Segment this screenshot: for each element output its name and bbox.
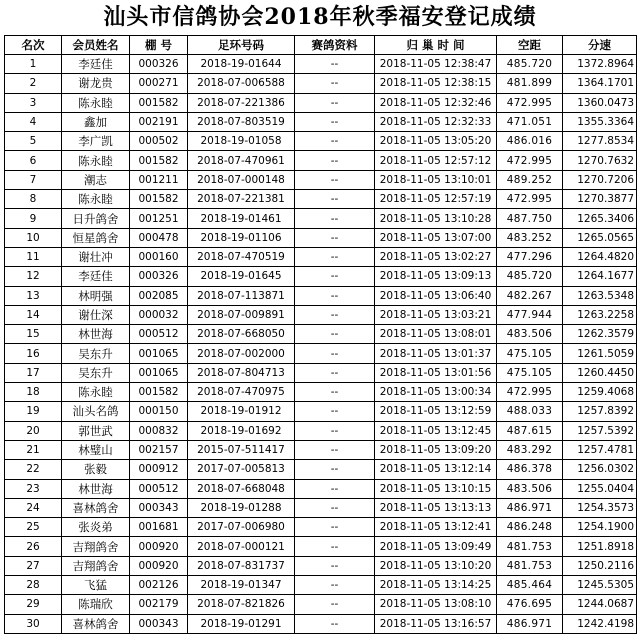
speed-cell: 1265.3406 xyxy=(563,209,637,228)
loft-number-cell: 000160 xyxy=(130,247,188,266)
loft-number-cell: 002191 xyxy=(130,112,188,131)
ring-number-cell: 2017-07-005813 xyxy=(188,460,295,479)
distance-cell: 477.944 xyxy=(497,305,563,324)
table-row xyxy=(5,228,637,247)
member-name-cell: 陈永睦 xyxy=(62,190,130,209)
ring-number-cell: 2018-07-831737 xyxy=(188,556,295,575)
pigeon-info-cell: -- xyxy=(295,537,375,556)
arrival-time-cell: 2018-11-05 13:09:13 xyxy=(375,267,497,286)
distance-cell: 486.378 xyxy=(497,460,563,479)
ring-number-cell: 2018-07-668050 xyxy=(188,325,295,344)
header-pigeon-info: 赛鸽资料 xyxy=(295,36,375,55)
member-name-cell: 汕头名鸽 xyxy=(62,402,130,421)
pigeon-info-cell: -- xyxy=(295,440,375,459)
distance-cell: 472.995 xyxy=(497,151,563,170)
loft-number-cell: 000343 xyxy=(130,614,188,633)
loft-number-cell: 000912 xyxy=(130,460,188,479)
distance-cell: 475.105 xyxy=(497,344,563,363)
member-name-cell: 陈永睦 xyxy=(62,93,130,112)
rank-cell: 30 xyxy=(5,614,62,633)
ring-number-cell: 2017-07-006980 xyxy=(188,518,295,537)
rank-cell: 6 xyxy=(5,151,62,170)
distance-cell: 477.296 xyxy=(497,247,563,266)
loft-number-cell: 000512 xyxy=(130,325,188,344)
pigeon-info-cell: -- xyxy=(295,93,375,112)
ring-number-cell: 2018-07-000148 xyxy=(188,170,295,189)
pigeon-info-cell: -- xyxy=(295,556,375,575)
arrival-time-cell: 2018-11-05 13:00:34 xyxy=(375,383,497,402)
arrival-time-cell: 2018-11-05 13:12:41 xyxy=(375,518,497,537)
loft-number-cell: 001582 xyxy=(130,190,188,209)
header-rank: 名次 xyxy=(5,36,62,55)
arrival-time-cell: 2018-11-05 13:08:10 xyxy=(375,595,497,614)
speed-cell: 1270.3877 xyxy=(563,190,637,209)
pigeon-info-cell: -- xyxy=(295,576,375,595)
distance-cell: 486.248 xyxy=(497,518,563,537)
arrival-time-cell: 2018-11-05 13:08:01 xyxy=(375,325,497,344)
table-row xyxy=(5,402,637,421)
table-row xyxy=(5,286,637,305)
table-row xyxy=(5,74,637,93)
rank-cell: 13 xyxy=(5,286,62,305)
arrival-time-cell: 2018-11-05 13:14:25 xyxy=(375,576,497,595)
pigeon-info-cell: -- xyxy=(295,460,375,479)
table-row xyxy=(5,151,637,170)
arrival-time-cell: 2018-11-05 13:16:57 xyxy=(375,614,497,633)
rank-cell: 10 xyxy=(5,228,62,247)
header-loft-number: 棚 号 xyxy=(130,36,188,55)
rank-cell: 24 xyxy=(5,498,62,517)
table-row xyxy=(5,595,637,614)
rank-cell: 4 xyxy=(5,112,62,131)
distance-cell: 483.506 xyxy=(497,479,563,498)
distance-cell: 486.971 xyxy=(497,614,563,633)
ring-number-cell: 2018-19-01106 xyxy=(188,228,295,247)
arrival-time-cell: 2018-11-05 13:02:27 xyxy=(375,247,497,266)
speed-cell: 1364.1701 xyxy=(563,74,637,93)
arrival-time-cell: 2018-11-05 13:09:20 xyxy=(375,440,497,459)
distance-cell: 489.252 xyxy=(497,170,563,189)
member-name-cell: 吴东升 xyxy=(62,344,130,363)
arrival-time-cell: 2018-11-05 13:01:56 xyxy=(375,363,497,382)
table-row xyxy=(5,325,637,344)
member-name-cell: 恒星鸽舍 xyxy=(62,228,130,247)
table-row xyxy=(5,112,637,131)
loft-number-cell: 000832 xyxy=(130,421,188,440)
member-name-cell: 日升鸽舍 xyxy=(62,209,130,228)
table-row xyxy=(5,498,637,517)
loft-number-cell: 000920 xyxy=(130,537,188,556)
rank-cell: 12 xyxy=(5,267,62,286)
loft-number-cell: 002157 xyxy=(130,440,188,459)
loft-number-cell: 002179 xyxy=(130,595,188,614)
member-name-cell: 喜林鸽舍 xyxy=(62,614,130,633)
member-name-cell: 谢壮冲 xyxy=(62,247,130,266)
member-name-cell: 飞猛 xyxy=(62,576,130,595)
page-title: 汕头市信鸽协会2018年秋季福安登记成绩 xyxy=(103,4,537,30)
arrival-time-cell: 2018-11-05 13:10:28 xyxy=(375,209,497,228)
speed-cell: 1245.5305 xyxy=(563,576,637,595)
ring-number-cell: 2018-07-470519 xyxy=(188,247,295,266)
table-row xyxy=(5,132,637,151)
table-row xyxy=(5,440,637,459)
arrival-time-cell: 2018-11-05 13:09:49 xyxy=(375,537,497,556)
distance-cell: 472.995 xyxy=(497,190,563,209)
distance-cell: 483.252 xyxy=(497,228,563,247)
loft-number-cell: 001582 xyxy=(130,383,188,402)
table-row xyxy=(5,209,637,228)
speed-cell: 1355.3364 xyxy=(563,112,637,131)
ring-number-cell: 2018-07-002000 xyxy=(188,344,295,363)
ring-number-cell: 2018-07-009891 xyxy=(188,305,295,324)
pigeon-info-cell: -- xyxy=(295,363,375,382)
speed-cell: 1360.0473 xyxy=(563,93,637,112)
distance-cell: 485.720 xyxy=(497,267,563,286)
header-speed: 分速 xyxy=(563,36,637,55)
speed-cell: 1261.5059 xyxy=(563,344,637,363)
header-member-name: 会员姓名 xyxy=(62,36,130,55)
distance-cell: 487.615 xyxy=(497,421,563,440)
pigeon-info-cell: -- xyxy=(295,595,375,614)
speed-cell: 1264.1677 xyxy=(563,267,637,286)
table-row xyxy=(5,614,637,633)
arrival-time-cell: 2018-11-05 12:57:12 xyxy=(375,151,497,170)
pigeon-info-cell: -- xyxy=(295,267,375,286)
table-row xyxy=(5,93,637,112)
distance-cell: 487.750 xyxy=(497,209,563,228)
ring-number-cell: 2018-07-804713 xyxy=(188,363,295,382)
loft-number-cell: 000502 xyxy=(130,132,188,151)
arrival-time-cell: 2018-11-05 13:10:20 xyxy=(375,556,497,575)
speed-cell: 1256.0302 xyxy=(563,460,637,479)
arrival-time-cell: 2018-11-05 13:10:15 xyxy=(375,479,497,498)
member-name-cell: 谢龙贵 xyxy=(62,74,130,93)
ring-number-cell: 2018-07-668048 xyxy=(188,479,295,498)
distance-cell: 481.753 xyxy=(497,556,563,575)
table-row xyxy=(5,576,637,595)
speed-cell: 1257.4781 xyxy=(563,440,637,459)
speed-cell: 1251.8918 xyxy=(563,537,637,556)
pigeon-info-cell: -- xyxy=(295,286,375,305)
speed-cell: 1259.4068 xyxy=(563,383,637,402)
member-name-cell: 林璧山 xyxy=(62,440,130,459)
member-name-cell: 林世海 xyxy=(62,479,130,498)
rank-cell: 1 xyxy=(5,55,62,74)
table-row xyxy=(5,556,637,575)
pigeon-info-cell: -- xyxy=(295,170,375,189)
member-name-cell: 张毅 xyxy=(62,460,130,479)
ring-number-cell: 2018-19-01645 xyxy=(188,267,295,286)
arrival-time-cell: 2018-11-05 13:05:20 xyxy=(375,132,497,151)
rank-cell: 8 xyxy=(5,190,62,209)
member-name-cell: 陈永睦 xyxy=(62,383,130,402)
member-name-cell: 喜林鸽舍 xyxy=(62,498,130,517)
table-row xyxy=(5,55,637,74)
distance-cell: 486.016 xyxy=(497,132,563,151)
pigeon-info-cell: -- xyxy=(295,344,375,363)
loft-number-cell: 002126 xyxy=(130,576,188,595)
speed-cell: 1263.2258 xyxy=(563,305,637,324)
ring-number-cell: 2018-07-113871 xyxy=(188,286,295,305)
pigeon-info-cell: -- xyxy=(295,55,375,74)
distance-cell: 488.033 xyxy=(497,402,563,421)
speed-cell: 1263.5348 xyxy=(563,286,637,305)
arrival-time-cell: 2018-11-05 13:03:21 xyxy=(375,305,497,324)
pigeon-info-cell: -- xyxy=(295,132,375,151)
distance-cell: 481.753 xyxy=(497,537,563,556)
distance-cell: 485.720 xyxy=(497,55,563,74)
loft-number-cell: 000920 xyxy=(130,556,188,575)
member-name-cell: 李廷佳 xyxy=(62,267,130,286)
distance-cell: 472.995 xyxy=(497,93,563,112)
speed-cell: 1277.8534 xyxy=(563,132,637,151)
member-name-cell: 林明强 xyxy=(62,286,130,305)
member-name-cell: 谢仕深 xyxy=(62,305,130,324)
ring-number-cell: 2018-19-01692 xyxy=(188,421,295,440)
rank-cell: 15 xyxy=(5,325,62,344)
loft-number-cell: 000478 xyxy=(130,228,188,247)
pigeon-info-cell: -- xyxy=(295,421,375,440)
speed-cell: 1265.0565 xyxy=(563,228,637,247)
member-name-cell: 吉翔鸽舍 xyxy=(62,556,130,575)
rank-cell: 3 xyxy=(5,93,62,112)
loft-number-cell: 000326 xyxy=(130,267,188,286)
table-row xyxy=(5,383,637,402)
rank-cell: 28 xyxy=(5,576,62,595)
rank-cell: 27 xyxy=(5,556,62,575)
table-row xyxy=(5,421,637,440)
ring-number-cell: 2018-19-01347 xyxy=(188,576,295,595)
ring-number-cell: 2018-19-01912 xyxy=(188,402,295,421)
header-ring-number: 足环号码 xyxy=(188,36,295,55)
loft-number-cell: 001251 xyxy=(130,209,188,228)
distance-cell: 476.695 xyxy=(497,595,563,614)
arrival-time-cell: 2018-11-05 12:38:47 xyxy=(375,55,497,74)
arrival-time-cell: 2018-11-05 13:06:40 xyxy=(375,286,497,305)
member-name-cell: 李广凯 xyxy=(62,132,130,151)
arrival-time-cell: 2018-11-05 13:10:01 xyxy=(375,170,497,189)
distance-cell: 475.105 xyxy=(497,363,563,382)
arrival-time-cell: 2018-11-05 13:12:14 xyxy=(375,460,497,479)
distance-cell: 483.506 xyxy=(497,325,563,344)
rank-cell: 17 xyxy=(5,363,62,382)
speed-cell: 1242.4198 xyxy=(563,614,637,633)
speed-cell: 1270.7206 xyxy=(563,170,637,189)
rank-cell: 11 xyxy=(5,247,62,266)
loft-number-cell: 001065 xyxy=(130,344,188,363)
distance-cell: 471.051 xyxy=(497,112,563,131)
table-row xyxy=(5,190,637,209)
header-arrival-time: 归 巢 时 间 xyxy=(375,36,497,55)
table-row xyxy=(5,170,637,189)
loft-number-cell: 001681 xyxy=(130,518,188,537)
table-row xyxy=(5,460,637,479)
pigeon-info-cell: -- xyxy=(295,151,375,170)
header-distance: 空距 xyxy=(497,36,563,55)
rank-cell: 26 xyxy=(5,537,62,556)
loft-number-cell: 001582 xyxy=(130,151,188,170)
speed-cell: 1255.0404 xyxy=(563,479,637,498)
table-row xyxy=(5,247,637,266)
ring-number-cell: 2018-07-221381 xyxy=(188,190,295,209)
ring-number-cell: 2018-19-01461 xyxy=(188,209,295,228)
rank-cell: 29 xyxy=(5,595,62,614)
speed-cell: 1244.0687 xyxy=(563,595,637,614)
rank-cell: 18 xyxy=(5,383,62,402)
member-name-cell: 吴东升 xyxy=(62,363,130,382)
ring-number-cell: 2018-07-803519 xyxy=(188,112,295,131)
speed-cell: 1264.4820 xyxy=(563,247,637,266)
table-row xyxy=(5,344,637,363)
pigeon-info-cell: -- xyxy=(295,112,375,131)
member-name-cell: 陈永睦 xyxy=(62,151,130,170)
speed-cell: 1270.7632 xyxy=(563,151,637,170)
distance-cell: 481.899 xyxy=(497,74,563,93)
pigeon-info-cell: -- xyxy=(295,518,375,537)
loft-number-cell: 000512 xyxy=(130,479,188,498)
distance-cell: 486.971 xyxy=(497,498,563,517)
pigeon-info-cell: -- xyxy=(295,383,375,402)
member-name-cell: 李廷佳 xyxy=(62,55,130,74)
rank-cell: 22 xyxy=(5,460,62,479)
rank-cell: 23 xyxy=(5,479,62,498)
pigeon-info-cell: -- xyxy=(295,228,375,247)
loft-number-cell: 001582 xyxy=(130,93,188,112)
rank-cell: 14 xyxy=(5,305,62,324)
distance-cell: 483.292 xyxy=(497,440,563,459)
member-name-cell: 鑫加 xyxy=(62,112,130,131)
ring-number-cell: 2018-19-01058 xyxy=(188,132,295,151)
speed-cell: 1260.4450 xyxy=(563,363,637,382)
ring-number-cell: 2018-19-01288 xyxy=(188,498,295,517)
speed-cell: 1257.5392 xyxy=(563,421,637,440)
ring-number-cell: 2018-07-821826 xyxy=(188,595,295,614)
member-name-cell: 吉翔鸽舍 xyxy=(62,537,130,556)
pigeon-info-cell: -- xyxy=(295,498,375,517)
ring-number-cell: 2018-07-470975 xyxy=(188,383,295,402)
speed-cell: 1372.8964 xyxy=(563,55,637,74)
ring-number-cell: 2018-19-01644 xyxy=(188,55,295,74)
rank-cell: 19 xyxy=(5,402,62,421)
pigeon-info-cell: -- xyxy=(295,247,375,266)
arrival-time-cell: 2018-11-05 12:32:46 xyxy=(375,93,497,112)
rank-cell: 5 xyxy=(5,132,62,151)
loft-number-cell: 001211 xyxy=(130,170,188,189)
table-row xyxy=(5,479,637,498)
rank-cell: 7 xyxy=(5,170,62,189)
member-name-cell: 林世海 xyxy=(62,325,130,344)
pigeon-info-cell: -- xyxy=(295,305,375,324)
speed-cell: 1254.3573 xyxy=(563,498,637,517)
distance-cell: 485.464 xyxy=(497,576,563,595)
loft-number-cell: 002085 xyxy=(130,286,188,305)
rank-cell: 16 xyxy=(5,344,62,363)
pigeon-info-cell: -- xyxy=(295,325,375,344)
arrival-time-cell: 2018-11-05 13:12:59 xyxy=(375,402,497,421)
ring-number-cell: 2018-07-006588 xyxy=(188,74,295,93)
loft-number-cell: 000326 xyxy=(130,55,188,74)
ring-number-cell: 2018-07-000121 xyxy=(188,537,295,556)
table-header-row xyxy=(5,36,637,55)
loft-number-cell: 000343 xyxy=(130,498,188,517)
pigeon-info-cell: -- xyxy=(295,74,375,93)
pigeon-info-cell: -- xyxy=(295,209,375,228)
pigeon-info-cell: -- xyxy=(295,190,375,209)
ring-number-cell: 2015-07-511417 xyxy=(188,440,295,459)
pigeon-info-cell: -- xyxy=(295,614,375,633)
member-name-cell: 潮志 xyxy=(62,170,130,189)
loft-number-cell: 000150 xyxy=(130,402,188,421)
table-row xyxy=(5,267,637,286)
arrival-time-cell: 2018-11-05 13:07:00 xyxy=(375,228,497,247)
arrival-time-cell: 2018-11-05 13:13:13 xyxy=(375,498,497,517)
loft-number-cell: 000032 xyxy=(130,305,188,324)
arrival-time-cell: 2018-11-05 12:38:15 xyxy=(375,74,497,93)
pigeon-info-cell: -- xyxy=(295,402,375,421)
table-body xyxy=(5,55,637,634)
table-row xyxy=(5,305,637,324)
arrival-time-cell: 2018-11-05 13:01:37 xyxy=(375,344,497,363)
distance-cell: 482.267 xyxy=(497,286,563,305)
speed-cell: 1262.3579 xyxy=(563,325,637,344)
rank-cell: 21 xyxy=(5,440,62,459)
ring-number-cell: 2018-19-01291 xyxy=(188,614,295,633)
ring-number-cell: 2018-07-470961 xyxy=(188,151,295,170)
ring-number-cell: 2018-07-221386 xyxy=(188,93,295,112)
pigeon-info-cell: -- xyxy=(295,479,375,498)
distance-cell: 472.995 xyxy=(497,383,563,402)
arrival-time-cell: 2018-11-05 12:32:33 xyxy=(375,112,497,131)
loft-number-cell: 000271 xyxy=(130,74,188,93)
member-name-cell: 张炎弟 xyxy=(62,518,130,537)
member-name-cell: 郭世武 xyxy=(62,421,130,440)
table-row xyxy=(5,518,637,537)
table-row xyxy=(5,363,637,382)
rank-cell: 20 xyxy=(5,421,62,440)
rank-cell: 2 xyxy=(5,74,62,93)
table-row xyxy=(5,537,637,556)
arrival-time-cell: 2018-11-05 12:57:19 xyxy=(375,190,497,209)
speed-cell: 1257.8392 xyxy=(563,402,637,421)
speed-cell: 1254.1900 xyxy=(563,518,637,537)
results-table xyxy=(4,35,637,634)
arrival-time-cell: 2018-11-05 13:12:45 xyxy=(375,421,497,440)
speed-cell: 1250.2116 xyxy=(563,556,637,575)
rank-cell: 25 xyxy=(5,518,62,537)
loft-number-cell: 001065 xyxy=(130,363,188,382)
member-name-cell: 陈瑞欣 xyxy=(62,595,130,614)
rank-cell: 9 xyxy=(5,209,62,228)
